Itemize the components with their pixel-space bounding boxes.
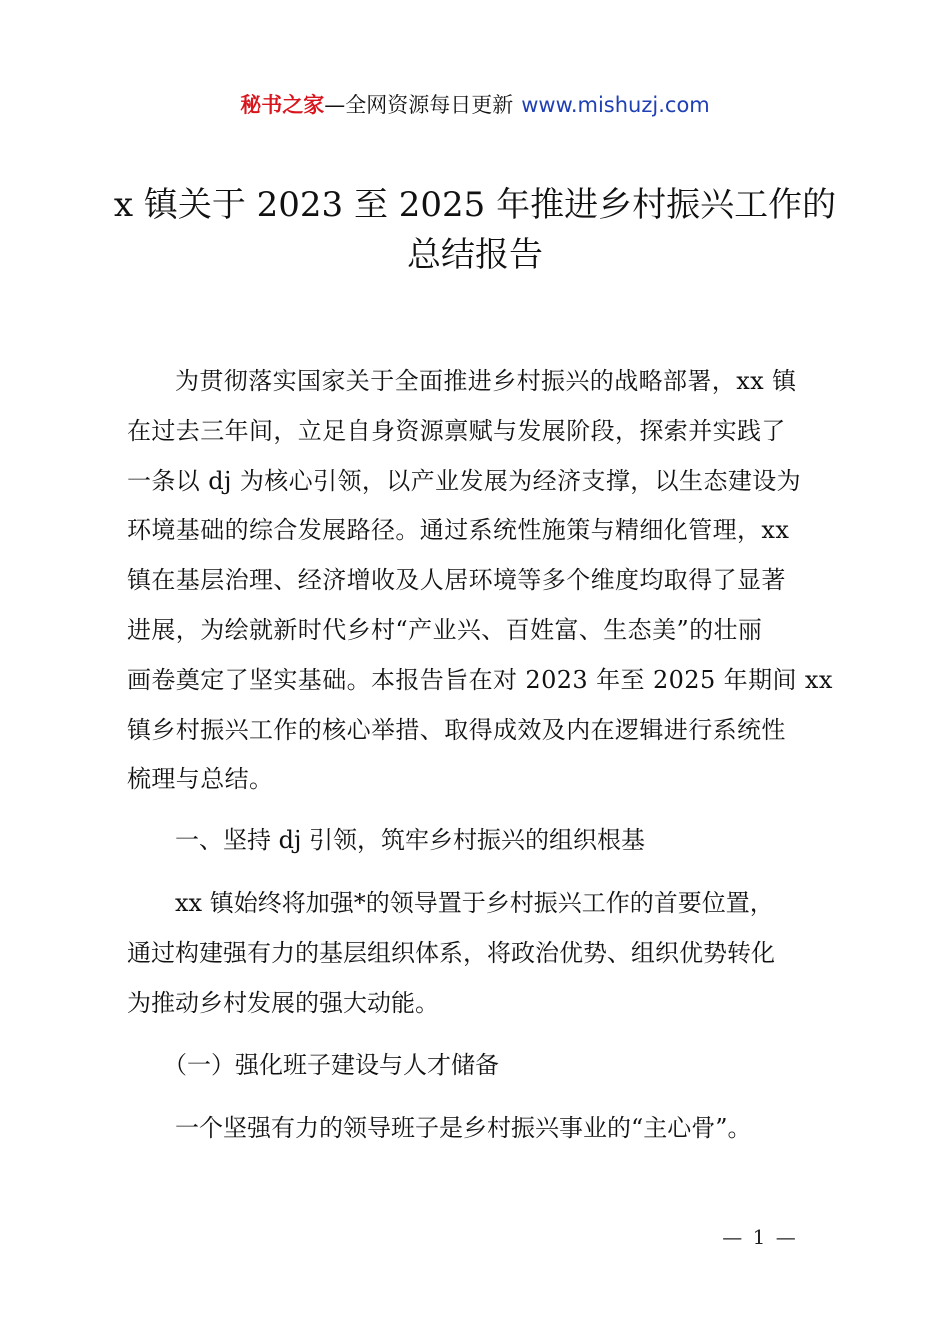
section-paragraph xyxy=(127,879,837,1028)
intro-line: 画卷奠定了坚实基础。本报告旨在对 2023 年至 2025 年期间 xx xyxy=(127,665,833,694)
intro-paragraph xyxy=(127,357,837,805)
site-url-link[interactable]: www.mishuzj.com xyxy=(521,93,710,117)
intro-line: 一条以 dj 为核心引领，以产业发展为经济支撑，以生态建设为 xyxy=(127,466,802,495)
intro-line: 梳理与总结。 xyxy=(127,765,274,794)
site-brand: 秘书之家 xyxy=(240,93,325,117)
title-line-1: x 镇关于 2023 至 2025 年推进乡村振兴工作的 xyxy=(113,185,837,225)
intro-line: 镇乡村振兴工作的核心举措、取得成效及内在逻辑进行系统性 xyxy=(127,715,786,744)
subsection-heading: （一）强化班子建设与人才储备 xyxy=(163,1051,499,1080)
section-heading: 一、坚持 dj 引领，筑牢乡村振兴的组织根基 xyxy=(175,826,646,855)
section-line: 为推动乡村发展的强大动能。 xyxy=(127,988,439,1017)
document-body xyxy=(127,357,837,1154)
document-title xyxy=(0,180,950,280)
site-tagline: —全网资源每日更新 xyxy=(324,93,514,117)
section-line: 通过构建强有力的基层组织体系，将政治优势、组织优势转化 xyxy=(127,938,775,967)
subsection-paragraph: 一个坚强有力的领导班子是乡村振兴事业的“主心骨”。 xyxy=(175,1114,752,1143)
intro-line: 环境基础的综合发展路径。通过系统性施策与精细化管理，xx xyxy=(127,516,790,545)
site-header xyxy=(0,88,950,122)
intro-line: 为贯彻落实国家关于全面推进乡村振兴的战略部署，xx 镇 xyxy=(175,367,797,395)
page-number: — 1 — xyxy=(722,1225,798,1249)
intro-line: 进展，为绘就新时代乡村“产业兴、百姓富、生态美”的壮丽 xyxy=(127,615,763,644)
title-line-2: 总结报告 xyxy=(407,235,543,275)
section-line: xx 镇始终将加强*的领导置于乡村振兴工作的首要位置， xyxy=(175,888,774,917)
intro-line: 在过去三年间，立足自身资源禀赋与发展阶段，探索并实践了 xyxy=(127,416,786,445)
intro-line: 镇在基层治理、经济增收及人居环境等多个维度均取得了显著 xyxy=(127,566,786,595)
